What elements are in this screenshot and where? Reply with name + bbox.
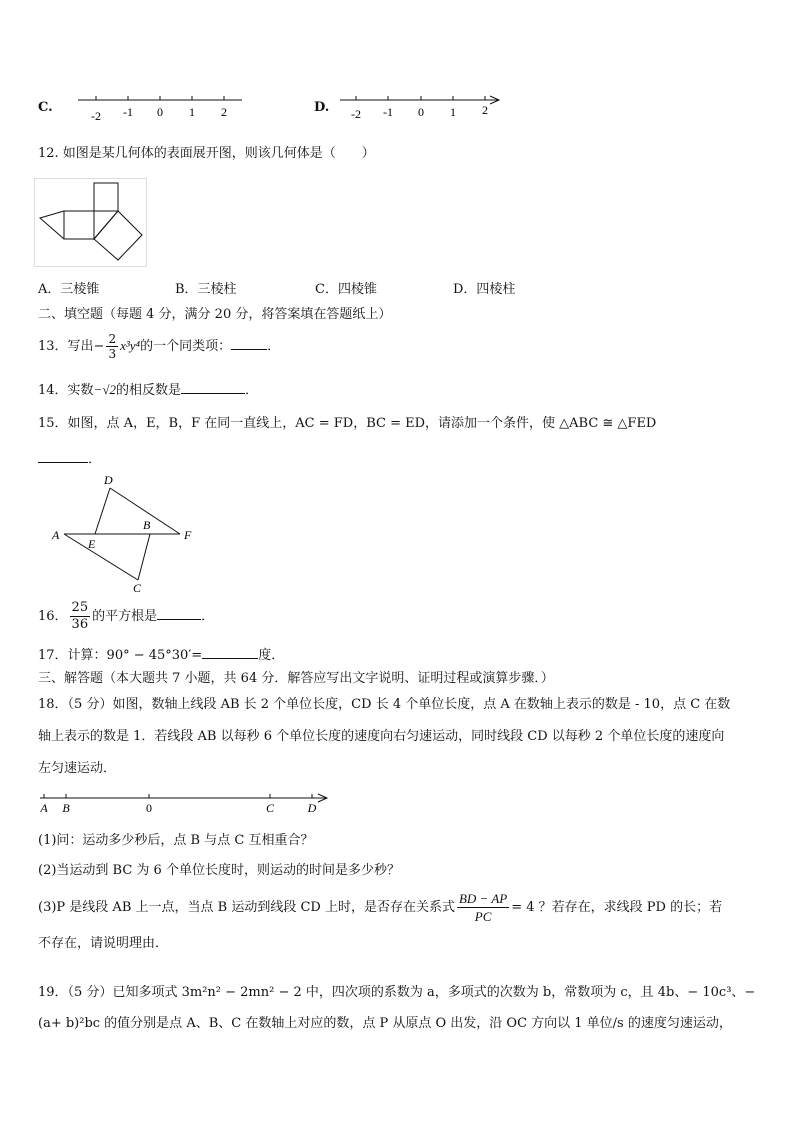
q14-end: ． [244,383,258,398]
tick-label: 0 [157,105,163,119]
q18-part3-text2: = 4 ？若存在，求线段 PD 的长；若 [511,900,723,915]
section-3-heading: 三、解答题（本大题共 7 小题，共 64 分．解答应写出文字说明、证明过程或演算步骤．） [38,671,554,686]
q13-prefix: 13．写出 [38,339,94,354]
q13-suffix: 的一个同类项： [140,339,232,354]
q13-fraction [106,332,118,361]
q18-denominator: PC [474,909,492,924]
option-a[interactable]: A．三棱锥 [38,282,100,297]
option-c[interactable]: C．四棱锥 [315,282,377,297]
question-18-line2: 轴上表示的数是 1．若线段 AB 以每秒 6 个单位长度的速度向右匀速运动，同时线段 CD 以每秒 2 个单位长度的速度向 [38,729,725,744]
q16-fraction [70,600,91,633]
question-18-part3-cont: 不存在，请说明理由． [38,936,169,951]
tick-label: -1 [383,105,393,119]
q13-end: ． [267,339,281,354]
question-16 [38,600,214,634]
option-b[interactable]: B．三棱柱 [175,282,237,297]
option-d[interactable]: D．四棱柱 [453,282,516,297]
question-19-line2: (a+ b)²bc 的值分别是点 A、B、C 在数轴上对应的数，点 P 从原点 O 出发，沿 OC 方向以 1 单位/s 的速度匀速运动， [38,1016,732,1031]
q18-part3-text: (3)P 是线段 AB 上一点，当点 B 运动到线段 CD 上时，是否存在关系式 [38,900,455,915]
point-label-a: A [52,528,60,542]
question-18-line1: 18．（5 分）如图，数轴上线段 AB 长 2 个单位长度，CD 长 4 个单位长度，点 A 在数轴上表示的数是 - 10，点 C 在数 [38,697,731,712]
q15-end: ． [88,452,102,467]
q16-prefix: 16． [38,609,68,624]
q14-answer-blank[interactable] [181,380,245,394]
option-c-label: C. [38,100,53,115]
point-label-c: C [133,581,142,594]
q14-prefix: 14．实数 [38,383,94,398]
q14-suffix: 的相反数是 [115,383,181,398]
q13-numerator: 2 [108,332,117,346]
question-18-part3 [38,890,722,926]
question-18-part1: (1)问：运动多少秒后，点 B 与点 C 互相重合？ [38,833,314,848]
axis-label-a: A [40,801,48,815]
q17-end: 度． [258,648,285,663]
tick-label: -2 [351,107,361,121]
tick-label: 1 [450,105,456,119]
q16-denominator: 36 [71,617,89,632]
q16-end: ． [201,609,215,624]
question-17 [38,645,284,665]
question-13 [38,331,280,362]
axis-label-zero: 0 [146,801,152,815]
question-18-part2: (2)当运动到 BC 为 6 个单位长度时，则运动的时间是多少秒？ [38,863,400,878]
question-14 [38,380,258,400]
q16-numerator: 25 [71,600,89,615]
q16-answer-blank[interactable] [157,606,201,620]
question-18-line3: 左匀速运动． [38,761,117,776]
q13-denominator: 3 [108,347,117,361]
number-line-option-d [336,92,506,126]
tick-label: -2 [91,109,101,123]
q13-monomial: x³y⁴ [120,338,141,353]
q17-expression: 90° − 45°30′= [106,648,203,663]
q17-answer-blank[interactable] [202,645,258,659]
tick-label: -1 [123,105,133,119]
tick-label: 1 [189,105,195,119]
point-label-d: D [104,473,113,487]
net-figure [34,178,148,268]
option-d-label: D. [314,100,330,115]
q18-number-line [34,788,334,818]
question-15-line2 [38,449,101,469]
point-label-b: B [143,518,151,532]
axis-label-d: D [307,801,317,815]
point-label-f: F [184,528,192,542]
q17-prefix: 17．计算： [38,648,107,663]
question-12-stem: 12. 如图是某几何体的表面展开图，则该几何体是（ ） [38,146,375,161]
q15-answer-blank[interactable] [38,449,88,463]
axis-label-b: B [62,801,70,815]
section-2-heading: 二、填空题（每题 4 分，满分 20 分，将答案填在答题纸上） [38,307,392,322]
q18-numerator: BD − AP [458,891,508,906]
point-label-e: E [88,537,96,551]
q18-fraction [457,890,509,925]
tick-label: 0 [418,105,424,119]
tick-label: 2 [221,105,227,119]
question-19-line1: 19．（5 分）已知多项式 3m²n² − 2mn² − 2 中，四次项的系数为 a，多项式的次数为 b，常数项为 c，且 4b、− 10c³、− [38,985,756,1000]
q14-expression: −√2 [93,382,116,397]
q13-minus: − [93,339,105,354]
triangle-figure [46,472,206,594]
number-line-option-c [72,92,252,126]
q16-suffix: 的平方根是 [92,609,158,624]
axis-label-c: C [265,801,275,815]
tick-label: 2 [482,103,488,117]
q13-answer-blank[interactable] [231,336,267,350]
question-15-line1: 15．如图，点 A，E，B，F 在同一直线上，AC = FD，BC = ED，请添加一个条件，使 △ABC ≅ △FED [38,416,657,431]
